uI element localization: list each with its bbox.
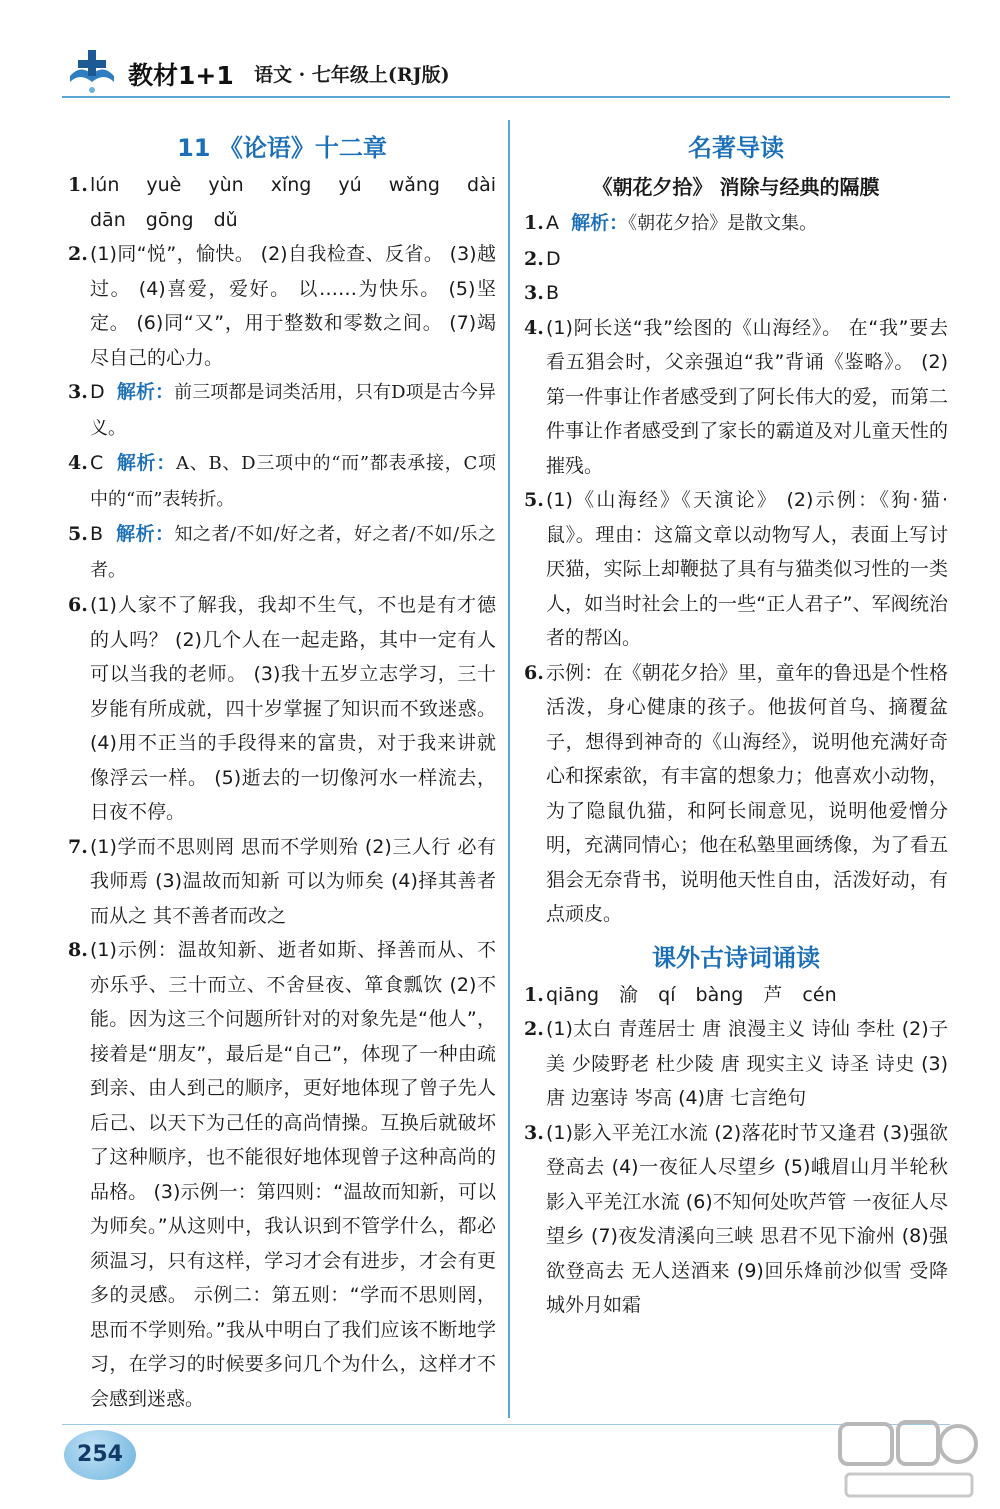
answer-choice: B bbox=[90, 523, 104, 545]
answer-item bbox=[524, 206, 948, 242]
item-number: 2. bbox=[524, 247, 544, 270]
answer-item bbox=[524, 276, 948, 311]
section-title-classics: 名著导读 bbox=[688, 134, 784, 162]
footer-rule bbox=[62, 1424, 950, 1425]
left-column bbox=[68, 128, 496, 1416]
answer-item bbox=[68, 237, 496, 375]
answer-item bbox=[68, 375, 496, 446]
answer-item bbox=[68, 830, 496, 934]
item-number: 4. bbox=[68, 452, 88, 474]
analysis-text: 知之者/不如/好之者，好之者/不如/乐之者。 bbox=[90, 524, 496, 581]
answer-choice: B bbox=[546, 282, 560, 304]
answer-choice: D bbox=[90, 381, 105, 403]
item-number: 5. bbox=[524, 489, 544, 511]
answer-item bbox=[524, 1012, 948, 1116]
item-number: 3. bbox=[524, 282, 544, 304]
item-number: 1. bbox=[68, 174, 88, 196]
pinyin-answer: qiāng 渝 qí bàng 芦 cén bbox=[546, 983, 837, 1006]
answer-choice: A bbox=[546, 212, 559, 234]
answer-item bbox=[524, 311, 948, 484]
answer-item bbox=[524, 978, 948, 1013]
answer-text: (1)人家不了解我，我却不生气，不也是有才德的人吗？ (2)几个人在一起走路，其中一定有人可以当我的老师。 (3)我十五岁立志学习，三十岁能有所成就，四十岁掌握了知识而不致迷惑。 (4)用不正当的手段得来的富贵，对于我来讲就像浮云一样。 (5)逝去的一切像河水一样流去，日夜不停。 bbox=[90, 594, 496, 823]
item-number: 1. bbox=[524, 212, 544, 234]
answer-text: (1)学而不思则罔 思而不学则殆 (2)三人行 必有我师焉 (3)温故而知新 可以为师矣 (4)择其善者而从之 其不善者而改之 bbox=[90, 835, 496, 927]
item-number: 2. bbox=[524, 1018, 544, 1040]
page-header bbox=[62, 46, 950, 98]
item-number: 7. bbox=[68, 835, 88, 858]
answer-item bbox=[524, 1116, 948, 1323]
answer-text: 示例：在《朝花夕拾》里，童年的鲁迅是个性格活泼，身心健康的孩子。他拔何首乌、摘覆盆子，想得到神奇的《山海经》，说明他充满好奇心和探索欲，有丰富的想象力；他喜欢小动物，为了隐鼠仇猫，和阿长闹意见，说明他爱憎分明，充满同情心；他在私塾里画绣像，为了看五猖会无奈背书，说明他天性自由，活泼好动，有点顽皮。 bbox=[546, 661, 948, 925]
section-subtitle-zhaohua: 《朝花夕拾》 消除与经典的隔膜 bbox=[592, 175, 880, 199]
analysis-text: 《朝花夕拾》是散文集。 bbox=[628, 213, 818, 234]
item-number: 1. bbox=[524, 983, 544, 1006]
answer-item bbox=[524, 656, 948, 932]
book-logo-icon bbox=[66, 46, 118, 96]
item-number: 6. bbox=[68, 594, 88, 616]
section-title-poetry: 课外古诗词诵读 bbox=[652, 943, 820, 972]
pinyin-answer: lún yuè yùn xǐng yú wǎng dài dān gōng dǔ bbox=[90, 174, 496, 231]
item-number: 3. bbox=[68, 381, 88, 403]
answer-choice: D bbox=[546, 247, 561, 270]
item-number: 5. bbox=[68, 523, 88, 545]
right-column bbox=[524, 128, 948, 1323]
answer-text: (1)同“悦”，愉快。 (2)自我检查、反省。 (3)越过。 (4)喜爱，爱好。 以……为快乐。 (5)坚定。 (6)同“又”，用于整数和零数之间。 (7)竭尽自己的心力。 bbox=[90, 243, 496, 369]
answer-text: (1)影入平羌江水流 (2)落花时节又逢君 (3)强欲登高去 (4)一夜征人尽望乡 (5)峨眉山月半轮秋 影入平羌江水流 (6)不知何处吹芦管 一夜征人尽望乡 (7)夜发清溪向三峡 思君不见下渝州 (8)强欲登高去 无人送酒来 (9)回乐烽前沙似雪 受降城外月如霜 bbox=[546, 1121, 948, 1316]
item-number: 4. bbox=[524, 316, 544, 339]
answer-item bbox=[68, 517, 496, 588]
answer-item bbox=[68, 588, 496, 830]
item-number: 6. bbox=[524, 661, 544, 684]
answer-item bbox=[68, 446, 496, 517]
subject-label: 语文 · 七年级上(RJ版) bbox=[254, 64, 450, 86]
item-number: 3. bbox=[524, 1121, 544, 1144]
analysis-label: 解析： bbox=[116, 381, 175, 403]
answer-text: (1)《山海经》《天演论》 (2)示例：《狗·猫·鼠》。理由：这篇文章以动物写人，表面上写讨厌猫，实际上却鞭挞了具有与猫类似习性的一类人，如当时社会上的一些“正人君子”、军阀统治者的帮凶。 bbox=[546, 489, 948, 649]
answer-item bbox=[524, 242, 948, 277]
analysis-text: 前三项都是词类活用，只有D项是古今异义。 bbox=[90, 382, 496, 439]
answer-item bbox=[68, 168, 496, 237]
section-title-lunyu: 11 《论语》十二章 bbox=[177, 134, 387, 162]
watermark-stamp-icon bbox=[832, 1418, 982, 1504]
analysis-label: 解析： bbox=[571, 212, 629, 234]
answer-text: (1)阿长送“我”绘图的《山海经》。 在“我”要去看五猖会时，父亲强迫“我”背诵《鉴略》。 (2)第一件事让作者感受到了阿长伟大的爱，而第二件事让作者感受到了家长的霸道及对儿童天性的摧残。 bbox=[546, 316, 948, 477]
column-divider bbox=[508, 120, 510, 1418]
analysis-label: 解析： bbox=[116, 523, 175, 545]
answer-text: (1)示例：温故知新、逝者如斯、择善而从、不亦乐乎、三十而立、不舍昼夜、箪食瓢饮 (2)不能。因为这三个问题所针对的对象先是“他人”，接着是“朋友”，最后是“自己”，体现了一种由疏到亲、由人到己的顺序，更好地体现了曾子先人后己、以天下为己任的高尚情操。互换后就破坏了这种顺序，也不能很好地体现曾子这种高尚的品格。 (3)示例一：第四则：“温故而知新，可以为师矣。”从这则中，我认识到不管学什么，都必须温习，只有这样，学习才会有进步，才会有更多的灵感。 示例二：第五则：“学而不思则罔，思而不学则殆。”我从中明白了我们应该不断地学习，在学习的时候要多问几个为什么，这样才不会感到迷惑。 bbox=[90, 939, 496, 1410]
page-number: 254 bbox=[77, 1442, 123, 1467]
item-number: 8. bbox=[68, 939, 88, 961]
answer-choice: C bbox=[90, 452, 104, 474]
answer-item bbox=[68, 933, 496, 1416]
analysis-label: 解析： bbox=[116, 452, 177, 474]
analysis-text: A、B、D三项中的“而”都表承接，C项中的“而”表转折。 bbox=[90, 453, 496, 510]
header-rule bbox=[62, 96, 950, 98]
answer-item bbox=[524, 483, 948, 656]
brand-title: 教材1+1 bbox=[128, 61, 234, 90]
answer-text: (1)太白 青莲居士 唐 浪漫主义 诗仙 李杜 (2)子美 少陵野老 杜少陵 唐 现实主义 诗圣 诗史 (3)唐 边塞诗 岑高 (4)唐 七言绝句 bbox=[546, 1018, 948, 1109]
item-number: 2. bbox=[68, 243, 88, 265]
